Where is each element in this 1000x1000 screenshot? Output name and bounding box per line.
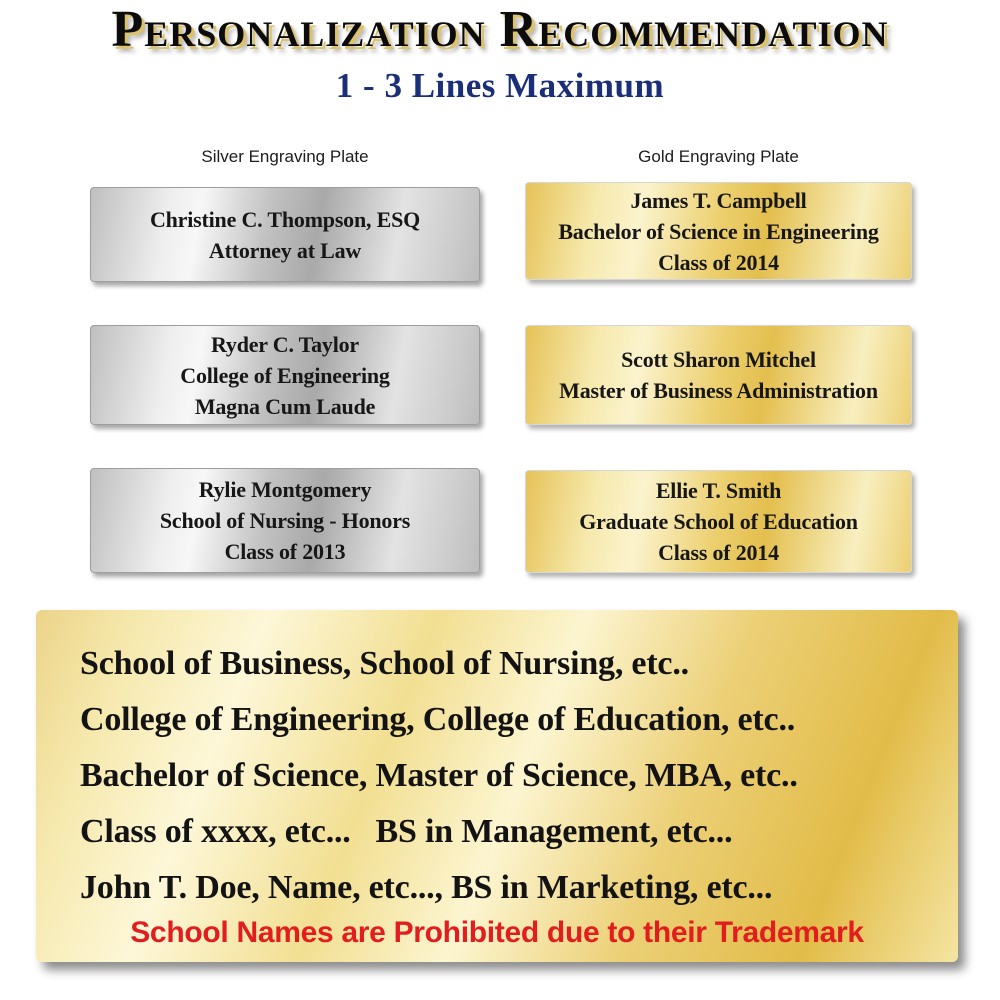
example-line: College of Engineering, College of Education, etc.. [80, 701, 796, 738]
engraved-line: Class of 2013 [224, 539, 346, 564]
engraved-line: School of Nursing - Honors [159, 508, 411, 533]
engraved-line: James T. Campbell [630, 187, 807, 213]
silver-plate-3 [90, 468, 480, 573]
engraved-line: Master of Business Administration [559, 378, 878, 403]
example-line: Bachelor of Science, Master of Science, MBA, etc.. [80, 757, 798, 794]
engraved-line: Attorney at Law [208, 237, 362, 263]
engraved-line: Christine C. Thompson, ESQ [149, 206, 421, 232]
page-title: Personalization Recommendation [111, 1, 889, 58]
gold-plate-1 [525, 182, 912, 280]
example-line: John T. Doe, Name, etc..., BS in Marketing, etc... [80, 869, 773, 906]
engraved-line: Bachelor of Science in Engineering [558, 218, 879, 244]
gold-column-label: Gold Engraving Plate [638, 147, 799, 166]
engraved-line: Ellie T. Smith [655, 478, 782, 503]
engraved-line: Ryder C. Taylor [210, 331, 359, 357]
page-subtitle: 1 - 3 Lines Maximum [335, 66, 665, 105]
silver-column-label: Silver Engraving Plate [201, 147, 369, 166]
engraved-line: College of Engineering [180, 362, 390, 388]
engraved-line: Scott Sharon Mitchel [621, 347, 816, 372]
examples-plate [36, 610, 958, 962]
engraved-line: Rylie Montgomery [198, 477, 372, 502]
engraved-line: Class of 2014 [658, 249, 779, 275]
example-line: Class of xxxx, etc... BS in Management, etc... [80, 813, 733, 850]
engraved-line: Magna Cum Laude [194, 393, 376, 419]
engraved-line: Graduate School of Education [579, 509, 858, 534]
silver-plate-2 [90, 325, 480, 425]
engraved-line: Class of 2014 [658, 540, 779, 565]
example-line: School of Business, School of Nursing, etc.. [80, 645, 689, 682]
gold-plate-3 [525, 470, 912, 573]
gold-plate-2 [525, 325, 912, 425]
silver-plate-1 [90, 187, 480, 282]
trademark-warning: School Names are Prohibited due to their Trademark [130, 916, 864, 949]
